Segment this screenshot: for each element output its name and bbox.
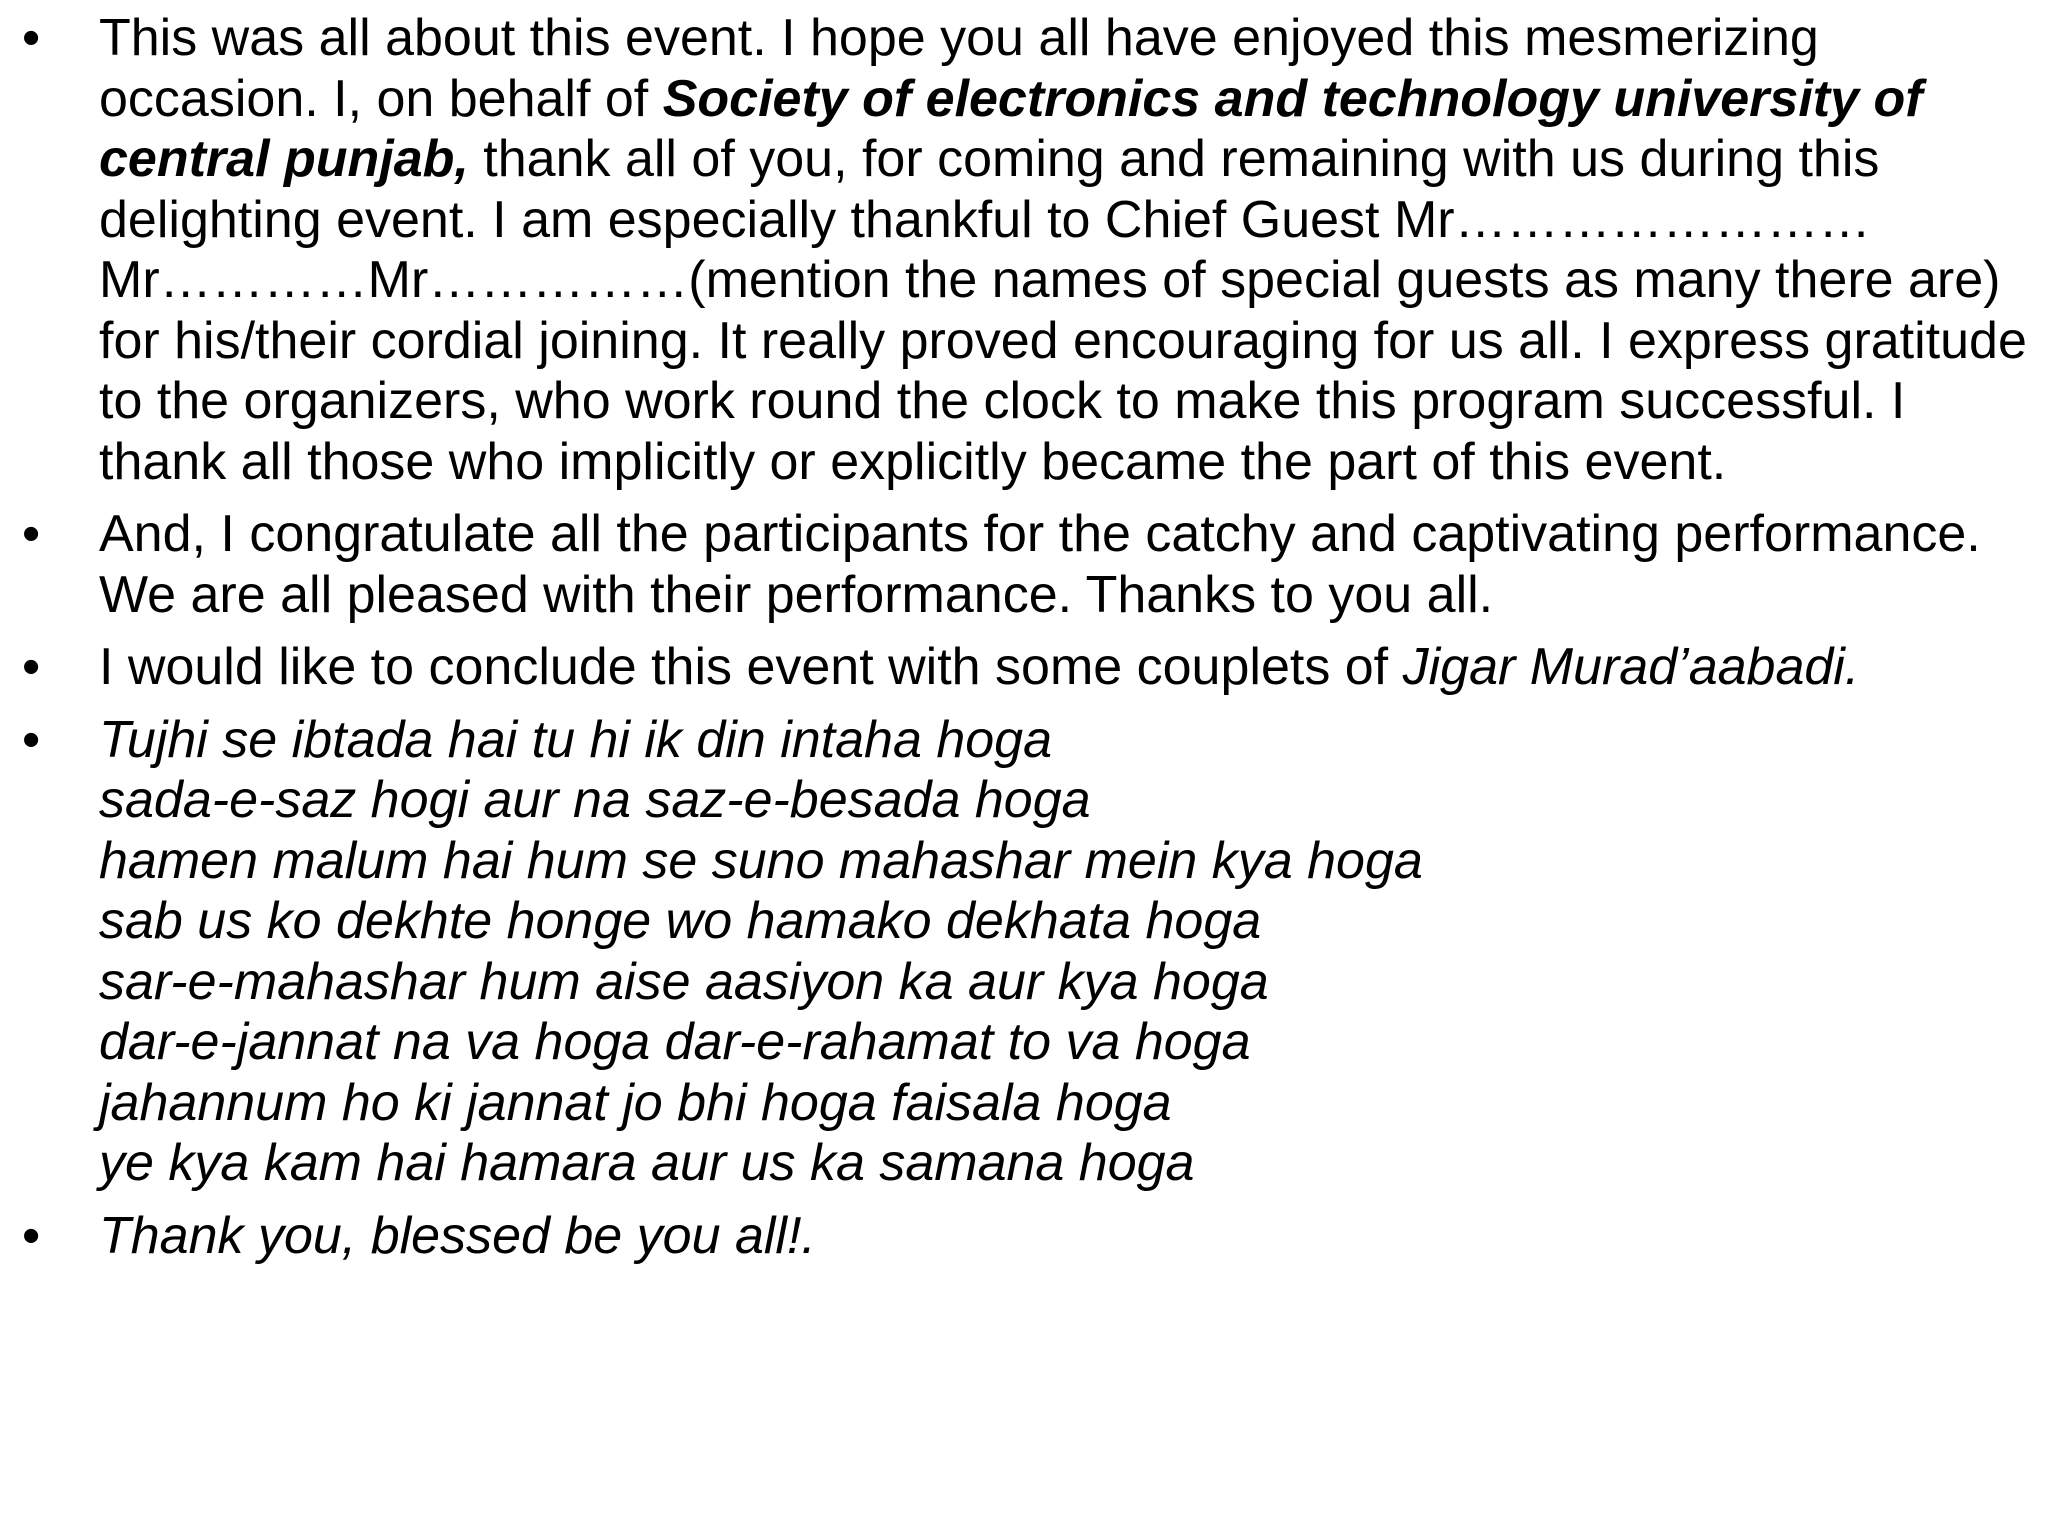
bullet-dot-icon: •	[22, 505, 41, 563]
poem-line: hamen malum hai hum se suno mahashar mein kya hoga	[99, 831, 1423, 890]
bullet-text	[99, 1206, 2030, 1267]
organization-name: Society of electronics and technology university of central punjab,	[99, 69, 1923, 188]
poem-line: jahannum ho ki jannat jo bhi hoga faisala hoga	[99, 1073, 1172, 1132]
closing-line: Thank you, blessed be you all!.	[99, 1206, 816, 1265]
poem-line: dar-e-jannat na va hoga dar-e-rahamat to va hoga	[99, 1013, 1251, 1071]
bullet-text	[99, 637, 2030, 698]
bullet-item-thank-you	[0, 1206, 2048, 1267]
bullet-dot-icon: •	[22, 710, 41, 769]
poem-line: Tujhi se ibtada hai tu hi ik din intaha hoga	[99, 710, 1053, 769]
bullet-item-congratulations	[0, 504, 2048, 625]
text-run: thank all of you, for coming and remaining with us during this delighting event. I am especially thankful to Chief Guest Mr……………………Mr…………Mr……………(mention the names of special guests as many there are) for his/their cordial joining. It really proved encouraging for us all. I express gratitude to the organizers, who work round the clock to make this program successful. I thank all those who implicitly or explicitly became the part of this event.	[99, 130, 2027, 491]
bullet-dot-icon: •	[22, 638, 41, 696]
text-run: And, I congratulate all the participants for the catchy and captivating performance. We are all pleased with their performance. Thanks to you all.	[99, 505, 1981, 624]
bullet-item-poem	[0, 710, 2048, 1194]
bullet-dot-icon: •	[22, 1206, 41, 1265]
bullet-text	[99, 504, 2030, 625]
poem-line: ye kya kam hai hamara aur us ka samana hoga	[99, 1134, 1195, 1192]
bullet-dot-icon: •	[22, 9, 41, 67]
bullet-item-couplets-intro	[0, 637, 2048, 698]
poem-line: sar-e-mahashar hum aise aasiyon ka aur kya hoga	[99, 952, 1269, 1011]
poet-name: Jigar Murad’aabadi.	[1402, 638, 1860, 696]
bullet-text	[99, 8, 2030, 492]
poem-line: sab us ko dekhte honge wo hamako dekhata hoga	[99, 892, 1262, 950]
poem-line: sada-e-saz hogi aur na saz-e-besada hoga	[99, 771, 1091, 829]
text-run: This was all about this event. I hope you all have enjoyed this mesmerizing occasion. I, on behalf of	[99, 9, 1819, 128]
poem	[99, 710, 2030, 1194]
bullet-list	[0, 8, 2048, 1278]
bullet-item-closing-remarks	[0, 8, 2048, 492]
text-run: I would like to conclude this event with some couplets of	[99, 638, 1403, 696]
